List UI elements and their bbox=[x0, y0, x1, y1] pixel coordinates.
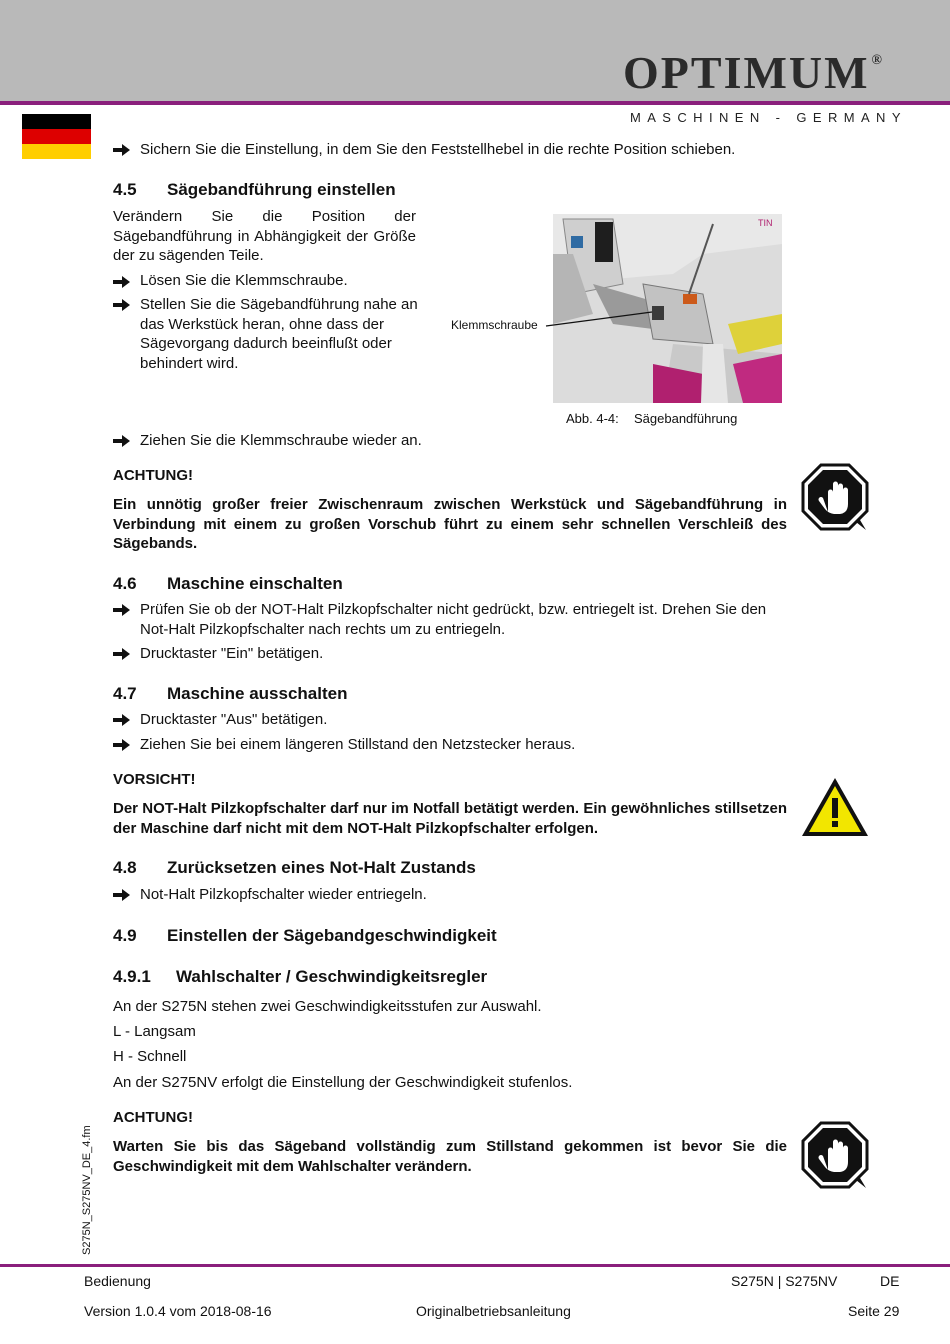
figure-label-klemmschraube: Klemmschraube bbox=[451, 318, 538, 332]
section-4-5-bullet-1: Lösen Sie die Klemmschraube. bbox=[140, 272, 348, 289]
side-filename: S275N_S275NV_DE_4.fm bbox=[81, 1125, 93, 1255]
achtung-heading: ACHTUNG! bbox=[113, 467, 193, 484]
arrow-bullet-icon bbox=[113, 647, 131, 661]
footer-section: Bedienung bbox=[84, 1273, 151, 1289]
achtung-heading: ACHTUNG! bbox=[113, 1109, 193, 1126]
figure-caption-text: Sägebandführung bbox=[634, 411, 738, 426]
vorsicht-text: Der NOT-Halt Pilzkopfschalter darf nur im Notfall betätigt werden. Ein gewöhnliches stillsetzen der Maschine darf nicht mit dem NOT-Halt Pilzkopfschalter erfolgen. bbox=[113, 800, 787, 837]
arrow-bullet-icon bbox=[113, 888, 131, 902]
section-4-7-heading: 4.7 Maschine ausschalten bbox=[113, 684, 348, 703]
vorsicht-heading: VORSICHT! bbox=[113, 771, 196, 788]
figure-caption-number: Abb. 4-4: bbox=[566, 411, 619, 426]
section-4-6-bullet-1: Prüfen Sie ob der NOT-Halt Pilzkopfschalter nicht gedrückt, bzw. entriegelt ist. Drehen Sie den Not-Halt Pilzkopfschalter nach rechts um zu entriegeln. bbox=[140, 601, 767, 638]
text-line: An der S275NV erfolgt die Einstellung der Geschwindigkeit stufenlos. bbox=[113, 1074, 573, 1091]
arrow-bullet-icon bbox=[113, 738, 131, 752]
svg-text:TIN: TIN bbox=[758, 218, 773, 228]
arrow-bullet-icon bbox=[113, 143, 131, 157]
section-4-9-heading: 4.9 Einstellen der Sägebandgeschwindigkeit bbox=[113, 926, 497, 945]
section-4-6-heading: 4.6 Maschine einschalten bbox=[113, 574, 343, 593]
arrow-bullet-icon bbox=[113, 275, 131, 289]
german-flag-icon bbox=[22, 114, 91, 159]
brand-tagline: MASCHINEN - GERMANY bbox=[630, 110, 907, 125]
warning-triangle-icon bbox=[800, 776, 870, 838]
figure-leader-line bbox=[544, 308, 654, 328]
arrow-bullet-icon bbox=[113, 713, 131, 727]
footer-page: Seite 29 bbox=[848, 1303, 900, 1319]
stop-hand-icon bbox=[800, 1120, 870, 1190]
intro-bullet: Sichern Sie die Einstellung, in dem Sie den Feststellhebel in die rechte Position schieben. bbox=[140, 141, 736, 158]
section-4-5-bullet-3: Ziehen Sie die Klemmschraube wieder an. bbox=[140, 432, 422, 449]
section-4-6-bullet-2: Drucktaster "Ein" betätigen. bbox=[140, 645, 324, 662]
section-4-8-heading: 4.8 Zurücksetzen eines Not-Halt Zustands bbox=[113, 858, 476, 877]
footer-document: Originalbetriebsanleitung bbox=[416, 1303, 571, 1319]
stop-hand-icon bbox=[800, 462, 870, 532]
section-4-5-heading: 4.5 Sägebandführung einstellen bbox=[113, 180, 396, 199]
footer-language: DE bbox=[880, 1273, 900, 1289]
achtung-text: Warten Sie bis das Sägeband vollständig zum Stillstand gekommen ist bevor Sie die Geschwindigkeit mit dem Wahlschalter verändern. bbox=[113, 1138, 787, 1175]
text-line: An der S275N stehen zwei Geschwindigkeitsstufen zur Auswahl. bbox=[113, 998, 542, 1015]
arrow-bullet-icon bbox=[113, 603, 131, 617]
brand-logo: OPTIMUM ® bbox=[623, 47, 884, 98]
section-4-8-bullet-1: Not-Halt Pilzkopfschalter wieder entriegeln. bbox=[140, 886, 427, 903]
section-4-5-text: Verändern Sie die Position der Sägebandführung in Abhängigkeit der Größe der zu sägenden Teile. bbox=[113, 208, 416, 264]
text-line: L - Langsam bbox=[113, 1023, 196, 1040]
arrow-bullet-icon bbox=[113, 298, 131, 312]
section-4-5-bullet-2: Stellen Sie die Sägebandführung nahe an das Werkstück heran, ohne dass der Sägevorgang dadurch beeinflußt oder behindert wird. bbox=[140, 296, 418, 372]
achtung-text: Ein unnötig großer freier Zwischenraum zwischen Werkstück und Sägebandführung in Verbindung mit einem zu großen Vorschub führt zu einem sehr schnellen Verschleiß des Sägebands. bbox=[113, 496, 787, 552]
arrow-bullet-icon bbox=[113, 434, 131, 448]
footer-version: Version 1.0.4 vom 2018-08-16 bbox=[84, 1303, 272, 1319]
section-4-9-1-heading: 4.9.1 Wahlschalter / Geschwindigkeitsregler bbox=[113, 967, 488, 986]
section-4-7-bullet-2: Ziehen Sie bei einem längeren Stillstand den Netzstecker heraus. bbox=[140, 736, 576, 753]
header-divider bbox=[0, 101, 950, 105]
section-4-7-bullet-1: Drucktaster "Aus" betätigen. bbox=[140, 711, 328, 728]
footer-divider bbox=[0, 1264, 950, 1267]
footer-model: S275N | S275NV bbox=[731, 1273, 838, 1289]
text-line: H - Schnell bbox=[113, 1048, 187, 1065]
